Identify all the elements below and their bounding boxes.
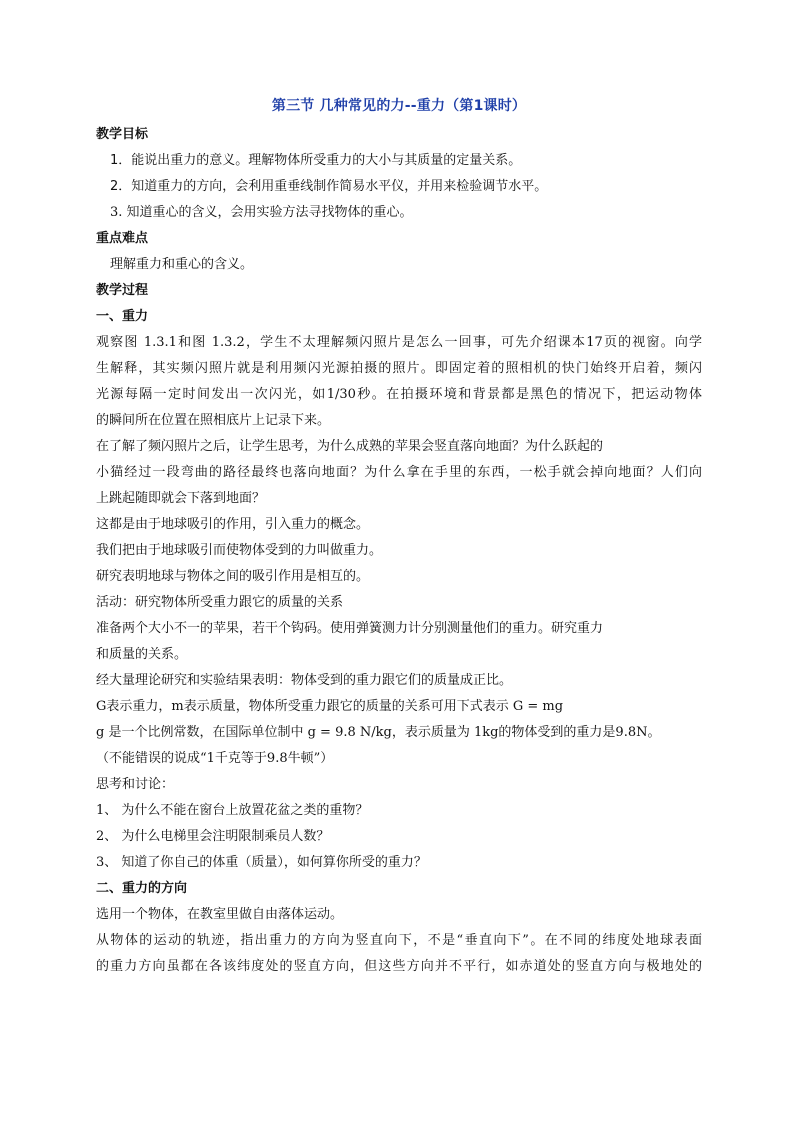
part1-heading: 一、重力 (96, 309, 149, 324)
paragraph-line: 观察图 1.3.1和图 1.3.2，学生不太理解频闪照片是怎么一回事，可先介绍课本17页的视窗。向学 (96, 335, 702, 350)
goal-item: 3. 知道重心的含义，会用实验方法寻找物体的重心。 (110, 205, 413, 220)
discussion-item: 2、 为什么电梯里会注明限制乘员人数？ (96, 829, 330, 844)
paragraph-line: 研究表明地球与物体之间的吸引作用是相互的。 (96, 569, 370, 584)
note-line: （不能错误的说成“1千克等于9.8牛顿”） (96, 751, 334, 766)
formula-line: g 是一个比例常数，在国际单位制中 g = 9.8 N/kg，表示质量为 1kg的物体受到的重力是9.8N。 (96, 725, 661, 740)
paragraph-line: 小猫经过一段弯曲的路径最终也落向地面？为什么拿在手里的东西，一松手就会掉向地面？人们向 (96, 465, 702, 480)
paragraph-line: 的重力方向虽都在各该纬度处的竖直方向，但这些方向并不平行，如赤道处的竖直方向与极地处的 (96, 959, 702, 974)
goals-heading: 教学目标 (96, 127, 149, 142)
part2-heading: 二、重力的方向 (96, 881, 188, 896)
formula-line: G表示重力，m表示质量，物体所受重力跟它的质量的关系可用下式表示 G = mg (96, 699, 564, 714)
activity-line: 活动：研究物体所受重力跟它的质量的关系 (96, 595, 344, 610)
page-title: 第三节 几种常见的力--重力（第1课时） (271, 98, 527, 114)
paragraph-line: 的瞬间所在位置在照相底片上记录下来。 (96, 413, 331, 428)
process-heading: 教学过程 (96, 283, 149, 298)
paragraph-line: 和质量的关系。 (96, 647, 188, 662)
paragraph-line: 准备两个大小不一的苹果，若干个钩码。使用弹簧测力计分别测量他们的重力。研究重力 (96, 621, 604, 636)
discussion-item: 3、 知道了你自己的体重（质量），如何算你所受的重力？ (96, 855, 427, 870)
goal-item: 1．能说出重力的意义。理解物体所受重力的大小与其质量的定量关系。 (110, 153, 522, 168)
paragraph-line: 在了解了频闪照片之后，让学生思考，为什么成熟的苹果会竖直落向地面？为什么跃起的 (96, 439, 604, 454)
paragraph-line: 选用一个物体，在教室里做自由落体运动。 (96, 907, 344, 922)
paragraph-line: 上跳起随即就会下落到地面？ (96, 491, 266, 506)
paragraph-line: 这都是由于地球吸引的作用，引入重力的概念。 (96, 517, 370, 532)
paragraph-line: 光源每隔一定时间发出一次闪光，如1/30秒。在拍摄环境和背景都是黑色的情况下，把运动物体 (96, 387, 702, 402)
discussion-heading: 思考和讨论： (96, 777, 175, 792)
paragraph-line: 经大量理论研究和实验结果表明：物体受到的重力跟它们的质量成正比。 (96, 673, 513, 688)
goal-item: 2．知道重力的方向，会利用重垂线制作简易水平仪，并用来检验调节水平。 (110, 179, 548, 194)
paragraph-line: 我们把由于地球吸引而使物体受到的力叫做重力。 (96, 543, 383, 558)
document-page (96, 96, 702, 980)
paragraph-line: 从物体的运动的轨迹，指出重力的方向为竖直向下，不是“垂直向下”。在不同的纬度处地球表面 (96, 933, 702, 948)
paragraph-line: 生解释，其实频闪照片就是利用频闪光源拍摄的照片。即固定着的照相机的快门始终开启着，频闪 (96, 361, 702, 376)
discussion-item: 1、 为什么不能在窗台上放置花盆之类的重物？ (96, 803, 369, 818)
key-heading: 重点难点 (96, 231, 149, 246)
key-text: 理解重力和重心的含义。 (110, 257, 254, 272)
